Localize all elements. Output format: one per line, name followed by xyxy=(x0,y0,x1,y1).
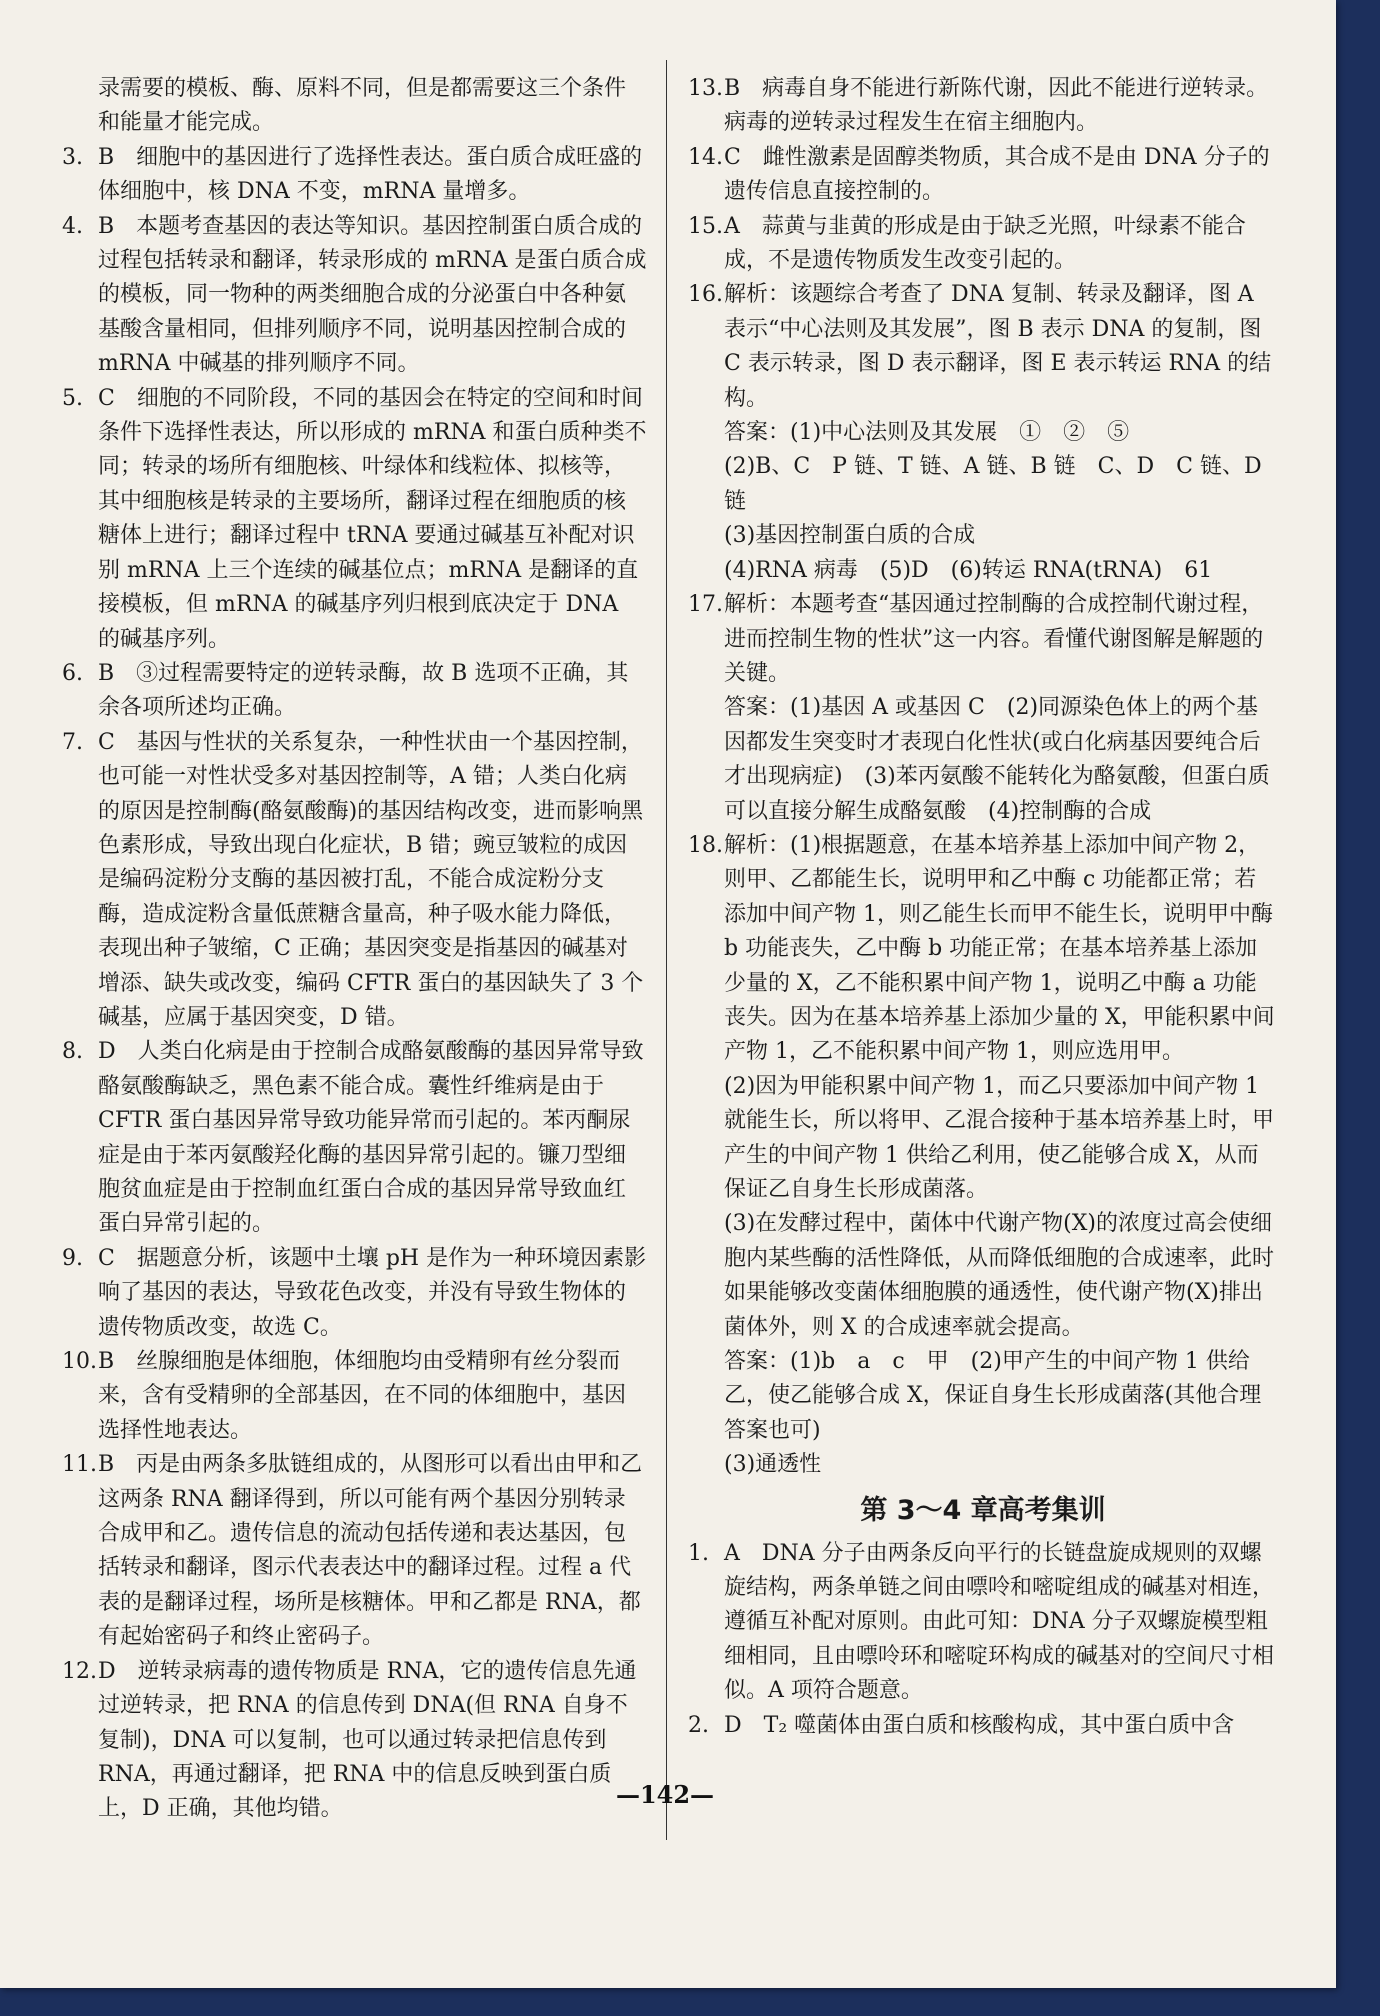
answer-item xyxy=(688,1448,1278,1482)
item-text: C 基因与性状的关系复杂，一种性状由一个基因控制，也可能一对性状受多对基因控制等，A 错；人类白化病的原因是控制酶(酪氨酸酶)的基因结构改变，进而影响黑色素形成，导致出现白化症状，B 错；豌豆皱粒的成因是编码淀粉分支酶的基因被打乱，不能合成淀粉分支酶，造成淀粉含量低蔗糖含量高，种子吸水能力降低，表现出种子皱缩，C 正确；基因突变是指基因的碱基对增添、缺失或改变，编码 CFTR 蛋白的基因缺失了 3 个碱基，应属于基因突变，D 错。 xyxy=(98,729,644,1030)
left-column xyxy=(62,72,647,1827)
item-number: 14. xyxy=(688,144,723,170)
answer-item xyxy=(688,829,1278,1070)
answer-item xyxy=(62,1655,647,1827)
item-number: 2. xyxy=(688,1712,709,1738)
item-text: D 逆转录病毒的遗传物质是 RNA，它的遗传信息先通过逆转录，把 RNA 的信息传到 DNA(但 RNA 自身不复制)，DNA 可以复制，也可以通过转录把信息传到 RNA，再通过翻译，把 RNA 中的信息反映到蛋白质上，D 正确，其他均错。 xyxy=(98,1658,637,1822)
answer-item xyxy=(688,278,1278,416)
item-number: 16. xyxy=(688,282,723,308)
item-text: B 丝腺细胞是体细胞，体细胞均由受精卵有丝分裂而来，含有受精卵的全部基因，在不同的体细胞中，基因选择性地表达。 xyxy=(98,1349,627,1443)
answer-item xyxy=(688,1709,1278,1743)
item-number: 1. xyxy=(688,1540,709,1566)
item-text: C 细胞的不同阶段，不同的基因会在特定的空间和时间条件下选择性表达，所以形成的 mRNA 和蛋白质种类不同；转录的场所有细胞核、叶绿体和线粒体、拟核等，其中细胞核是转录的主要场所，翻译过程在细胞质的核糖体上进行；翻译过程中 tRNA 要通过碱基互补配对识别 mRNA 上三个连续的碱基位点；mRNA 是翻译的直接模板，但 mRNA 的碱基序列归根到底决定于 DNA 的碱基序列。 xyxy=(98,385,647,652)
answer-item xyxy=(62,1242,647,1345)
item-number: 6. xyxy=(62,660,83,686)
item-text: (2)因为甲能积累中间产物 1，而乙只要添加中间产物 1 就能生长，所以将甲、乙混合接种于基本培养基上时，甲产生的中间产物 1 供给乙利用，使乙能够合成 X，从而保证乙自身生长形成菌落。 xyxy=(724,1073,1275,1202)
item-number: 11. xyxy=(62,1452,97,1478)
item-text: D T₂ 噬菌体由蛋白质和核酸构成，其中蛋白质中含 xyxy=(724,1712,1235,1738)
item-number: 17. xyxy=(688,592,723,618)
answer-item xyxy=(62,1035,647,1241)
answer-item xyxy=(688,72,1278,141)
item-number: 8. xyxy=(62,1039,83,1065)
item-number: 10. xyxy=(62,1349,97,1375)
answer-item xyxy=(62,72,647,141)
item-text: C 雌性激素是固醇类物质，其合成不是由 DNA 分子的遗传信息直接控制的。 xyxy=(724,144,1270,205)
answer-item xyxy=(688,1345,1278,1448)
item-number: 9. xyxy=(62,1245,83,1271)
answer-item xyxy=(688,416,1278,450)
item-number: 5. xyxy=(62,385,83,411)
item-text: A DNA 分子由两条反向平行的长链盘旋成规则的双螺旋结构，两条单链之间由嘌呤和嘧啶组成的碱基对相连，遵循互补配对原则。由此可知：DNA 分子双螺旋模型粗细相同，且由嘌呤环和嘧啶环构成的碱基对的空间尺寸相似。A 项符合题意。 xyxy=(724,1540,1275,1704)
item-text: 答案：(1)b a c 甲 (2)甲产生的中间产物 1 供给乙，使乙能够合成 X，保证自身生长形成菌落(其他合理答案也可) xyxy=(724,1349,1262,1443)
item-text: B 本题考查基因的表达等知识。基因控制蛋白质合成的过程包括转录和翻译，转录形成的 mRNA 是蛋白质合成的模板，同一物种的两类细胞合成的分泌蛋白中各种氨基酸含量相同，但排列顺序不同，说明基因控制合成的 mRNA 中碱基的排列顺序不同。 xyxy=(98,213,647,377)
item-number: 7. xyxy=(62,729,83,755)
answer-item xyxy=(688,141,1278,210)
item-text: 答案：(1)基因 A 或基因 C (2)同源染色体上的两个基因都发生突变时才表现白化性状(或白化病基因要纯合后才出现病症) (3)苯丙氨酸不能转化为酪氨酸，但蛋白质可以直接分解生成酪氨酸 (4)控制酶的合成 xyxy=(724,695,1270,824)
item-text: (2)B、C P 链、T 链、A 链、B 链 C、D C 链、D 链 xyxy=(724,454,1262,514)
answer-item xyxy=(62,1448,647,1654)
item-text: (3)在发酵过程中，菌体中代谢产物(X)的浓度过高会使细胞内某些酶的活性降低，从而降低细胞的合成速率，此时如果能够改变菌体细胞膜的通透性，使代谢产物(X)排出菌体外，则 X 的合成速率就会提高。 xyxy=(724,1211,1275,1340)
item-text: B 丙是由两条多肽链组成的，从图形可以看出由甲和乙这两条 RNA 翻译得到，所以可能有两个基因分别转录合成甲和乙。遗传信息的流动包括传递和表达基因，包括转录和翻译，图示代表表达中的翻译过程。过程 a 代表的是翻译过程，场所是核糖体。甲和乙都是 RNA，都有起始密码子和终止密码子。 xyxy=(98,1452,643,1650)
item-number: 4. xyxy=(62,213,83,239)
item-text: C 据题意分析，该题中土壤 pH 是作为一种环境因素影响了基因的表达，导致花色改变，并没有导致生物体的遗传物质改变，故选 C。 xyxy=(98,1245,647,1340)
answer-item xyxy=(688,450,1278,519)
answer-item xyxy=(688,691,1278,829)
item-number: 12. xyxy=(62,1658,97,1684)
item-text: 解析：本题考查“基因通过控制酶的合成控制代谢过程，进而控制生物的性状”这一内容。看懂代谢图解是解题的关键。 xyxy=(724,592,1264,686)
answer-item xyxy=(688,1070,1278,1208)
item-text: B ③过程需要特定的逆转录酶，故 B 选项不正确，其余各项所述均正确。 xyxy=(98,660,629,721)
item-text: 录需要的模板、酶、原料不同，但是都需要这三个条件和能量才能完成。 xyxy=(98,76,627,136)
item-text: A 蒜黄与韭黄的形成是由于缺乏光照，叶绿素不能合成，不是遗传物质发生改变引起的。 xyxy=(724,213,1246,274)
answer-item xyxy=(688,1207,1278,1345)
answer-item xyxy=(688,1537,1278,1709)
answer-item xyxy=(62,1345,647,1448)
item-text: D 人类白化病是由于控制合成酪氨酸酶的基因异常导致酪氨酸酶缺乏，黑色素不能合成。囊性纤维病是由于 CFTR 蛋白基因异常导致功能异常而引起的。苯丙酮尿症是由于苯丙氨酸羟化酶的基因异常引起的。镰刀型细胞贫血症是由于控制血红蛋白合成的基因异常导致血红蛋白异常引起的。 xyxy=(98,1039,644,1237)
answer-item xyxy=(62,382,647,657)
page-number: —142— xyxy=(615,1780,715,1809)
answer-item xyxy=(688,588,1278,691)
item-text: 解析：(1)根据题意，在基本培养基上添加中间产物 2，则甲、乙都能生长，说明甲和乙中酶 c 功能都正常；若添加中间产物 1，则乙能生长而甲不能生长，说明甲中酶 b 功能丧失，乙中酶 b 功能正常；在基本培养基上添加少量的 X，乙不能积累中间产物 1，说明乙中酶 a 功能丧失。因为在基本培养基上添加少量的 X，甲能积累中间产物 1，乙不能积累中间产物 1，则应选用甲。 xyxy=(724,832,1275,1065)
answer-item xyxy=(62,726,647,1036)
answer-item xyxy=(62,210,647,382)
section-title: 第 3～4 章高考集训 xyxy=(860,1494,1106,1526)
answer-item xyxy=(688,519,1278,553)
item-text: B 细胞中的基因进行了选择性表达。蛋白质合成旺盛的体细胞中，核 DNA 不变，mRNA 量增多。 xyxy=(98,144,643,205)
item-number: 18. xyxy=(688,832,723,858)
item-text: (3)基因控制蛋白质的合成 xyxy=(724,523,976,549)
answer-item xyxy=(62,657,647,726)
column-divider xyxy=(666,60,667,1840)
item-text: 解析：该题综合考查了 DNA 复制、转录及翻译，图 A 表示“中心法则及其发展”，图 B 表示 DNA 的复制，图 C 表示转录，图 D 表示翻译，图 E 表示转运 RNA 的结构。 xyxy=(724,282,1272,411)
item-text: 答案：(1)中心法则及其发展 ① ② ⑤ xyxy=(724,420,1130,446)
item-number: 13. xyxy=(688,76,723,101)
answer-item xyxy=(688,554,1278,588)
item-text: B 病毒自身不能进行新陈代谢，因此不能进行逆转录。病毒的逆转录过程发生在宿主细胞内。 xyxy=(724,76,1269,136)
item-text: (3)通透性 xyxy=(724,1452,822,1478)
answer-item xyxy=(688,210,1278,279)
item-number: 15. xyxy=(688,213,723,239)
item-text: (4)RNA 病毒 (5)D (6)转运 RNA(tRNA) 61 xyxy=(724,557,1213,583)
right-column xyxy=(688,72,1278,1743)
answer-item xyxy=(62,141,647,210)
item-number: 3. xyxy=(62,144,83,170)
